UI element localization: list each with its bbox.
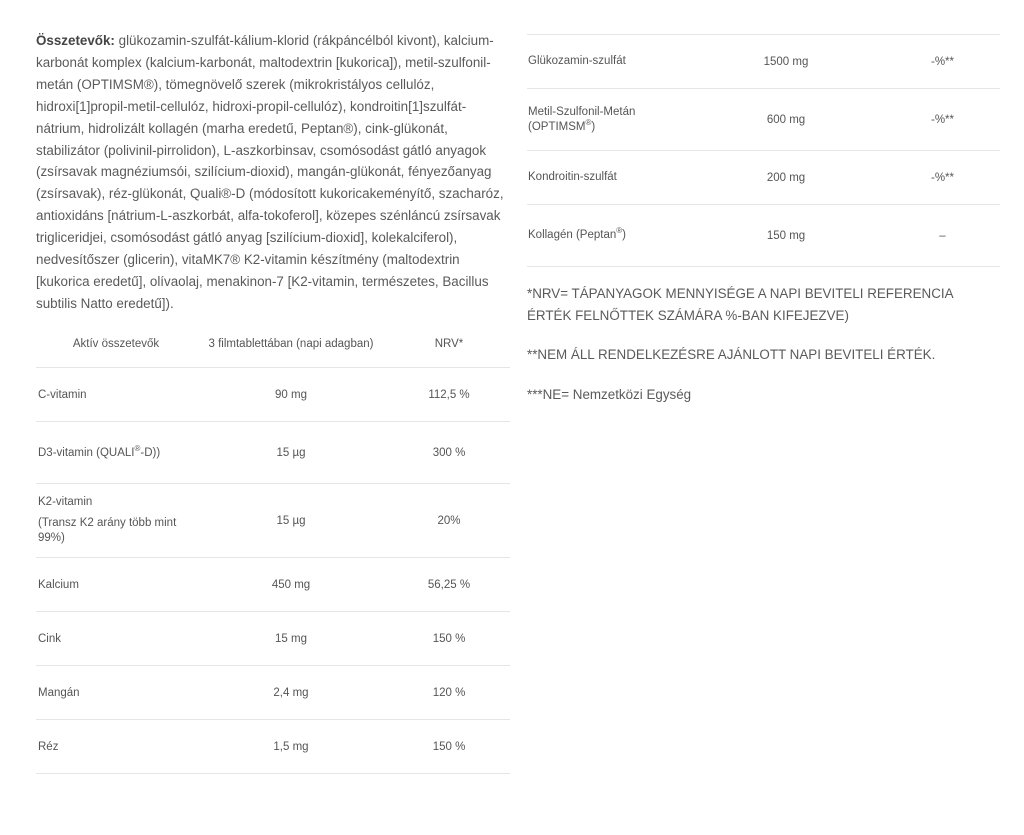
left-column <box>36 30 510 774</box>
row-amount: 1500 mg <box>763 55 809 68</box>
right-column <box>527 34 1000 423</box>
table-row <box>36 368 510 422</box>
row-name-text: K2-vitamin <box>38 495 93 508</box>
table-row <box>527 35 1000 89</box>
registered-mark: ® <box>616 226 623 236</box>
other-ingredients-table <box>527 34 1000 267</box>
row-nrv: 120 % <box>432 686 466 699</box>
row-nrv: 300 % <box>432 446 466 459</box>
row-name: Réz <box>38 740 59 753</box>
row-name-text: D3-vitamin (QUALI <box>38 446 135 459</box>
table-row <box>36 720 510 774</box>
table-row <box>36 558 510 612</box>
row-amount: 600 mg <box>766 113 806 126</box>
header-nrv: NRV* <box>434 338 464 351</box>
footnote-international-unit: ***NE= Nemzetközi Egység <box>527 386 692 402</box>
table-row <box>36 666 510 720</box>
ingredients-label: Összetevők: <box>36 33 115 48</box>
row-name <box>527 89 687 151</box>
header-active-ingredients: Aktív összetevők <box>72 338 160 351</box>
row-amount: 15 µg <box>276 514 306 527</box>
row-name-text: Kollagén (Peptan <box>528 229 617 241</box>
row-nrv: – <box>939 229 946 242</box>
row-amount: 2,4 mg <box>273 686 309 699</box>
row-name <box>527 205 687 267</box>
row-name-suffix: ) <box>622 229 626 241</box>
row-name: Kalcium <box>38 578 79 591</box>
ingredients-paragraph <box>36 30 510 315</box>
row-amount: 1,5 mg <box>273 740 309 753</box>
row-amount: 200 mg <box>766 171 806 184</box>
table-row <box>527 151 1000 205</box>
row-nrv: 56,25 % <box>427 578 471 591</box>
row-name: Glükozamin-szulfát <box>528 55 626 67</box>
row-amount: 15 mg <box>275 632 307 645</box>
row-name-suffix: -D)) <box>140 446 161 459</box>
footnotes <box>527 283 1000 405</box>
row-nrv: -%** <box>930 113 954 126</box>
header-daily-dose: 3 filmtablettában (napi adagban) <box>208 338 374 351</box>
registered-mark: ® <box>585 117 592 127</box>
row-nrv: 150 % <box>432 632 466 645</box>
table-row <box>527 89 1000 151</box>
row-name: Cink <box>38 632 62 645</box>
active-ingredients-table <box>36 324 510 775</box>
row-amount: 450 mg <box>271 578 311 591</box>
footnote-nrv: *NRV= TÁPANYAGOK MENNYISÉGE A NAPI BEVITELI REFERENCIA ÉRTÉK FELNŐTTEK SZÁMÁRA %-BAN KIFEJEZVE) <box>527 286 953 323</box>
table-row <box>36 422 510 484</box>
row-nrv: 150 % <box>432 740 466 753</box>
row-name: C-vitamin <box>38 388 87 401</box>
row-name-note: (Transz K2 arány több mint 99%) <box>38 516 177 544</box>
row-name: Kondroitin-szulfát <box>528 171 617 183</box>
row-nrv: 20% <box>437 514 461 527</box>
table-row <box>36 484 510 558</box>
row-name-text: Metil-Szulfonil-Metán (OPTIMSM <box>528 105 636 133</box>
row-amount: 150 mg <box>766 229 806 242</box>
table-row <box>36 612 510 666</box>
row-name <box>36 422 194 484</box>
table-header-row <box>36 324 510 368</box>
registered-mark: ® <box>134 443 141 453</box>
row-name-suffix: ) <box>591 120 596 133</box>
row-amount: 90 mg <box>275 388 307 401</box>
row-nrv: 112,5 % <box>428 388 470 401</box>
row-nrv: -%** <box>930 171 954 184</box>
row-nrv: -%** <box>930 55 954 68</box>
row-name <box>36 484 194 558</box>
table-row <box>527 205 1000 267</box>
row-name: Mangán <box>38 686 80 699</box>
ingredients-text: glükozamin-szulfát-kálium-klorid (rákpáncélból kivont), kalcium-karbonát komplex (kalcium-karbonát, maltodextrin [kukorica]), metil-szulfonil-metán (OPTIMSM®), tömegnövelő szerek (mikrokristályos cellulóz, hidroxi[1]propil-metil-cellulóz, hidroxi-propil-cellulóz), kondroitin[1]szulfát-nátrium, hidrolizált kollagén (marha eredetű, Peptan®), cink-glükonát, stabilizátor (polivinil-pirrolidon), L-aszkorbinsav, csomósodást gátló anyagok (zsírsavak magnéziumsói, szilícium-dioxid), mangán-glükonát, fényezőanyag (zsírsavak), réz-glükonát, Quali®-D (módosított kukoricakeményítő, szacharóz, antioxidáns [nátrium-L-aszkorbát, alfa-tokoferol], közepes szénláncú zsírsavak trigliceridjei, csomósodást gátló anyag [szilícium-dioxid], kolekalciferol), nedvesítőszer (glicerin), vitaMK7® K2-vitamin készítmény (maltodextrin [kukorica eredetű], olívaolaj, menakinon-7 [K2-vitamin, természetes, Bacillus subtilis Natto eredetű]). <box>36 33 504 311</box>
row-amount: 15 µg <box>276 446 306 459</box>
footnote-no-recommended: **NEM ÁLL RENDELKEZÉSRE AJÁNLOTT NAPI BEVITELI ÉRTÉK. <box>527 347 936 363</box>
